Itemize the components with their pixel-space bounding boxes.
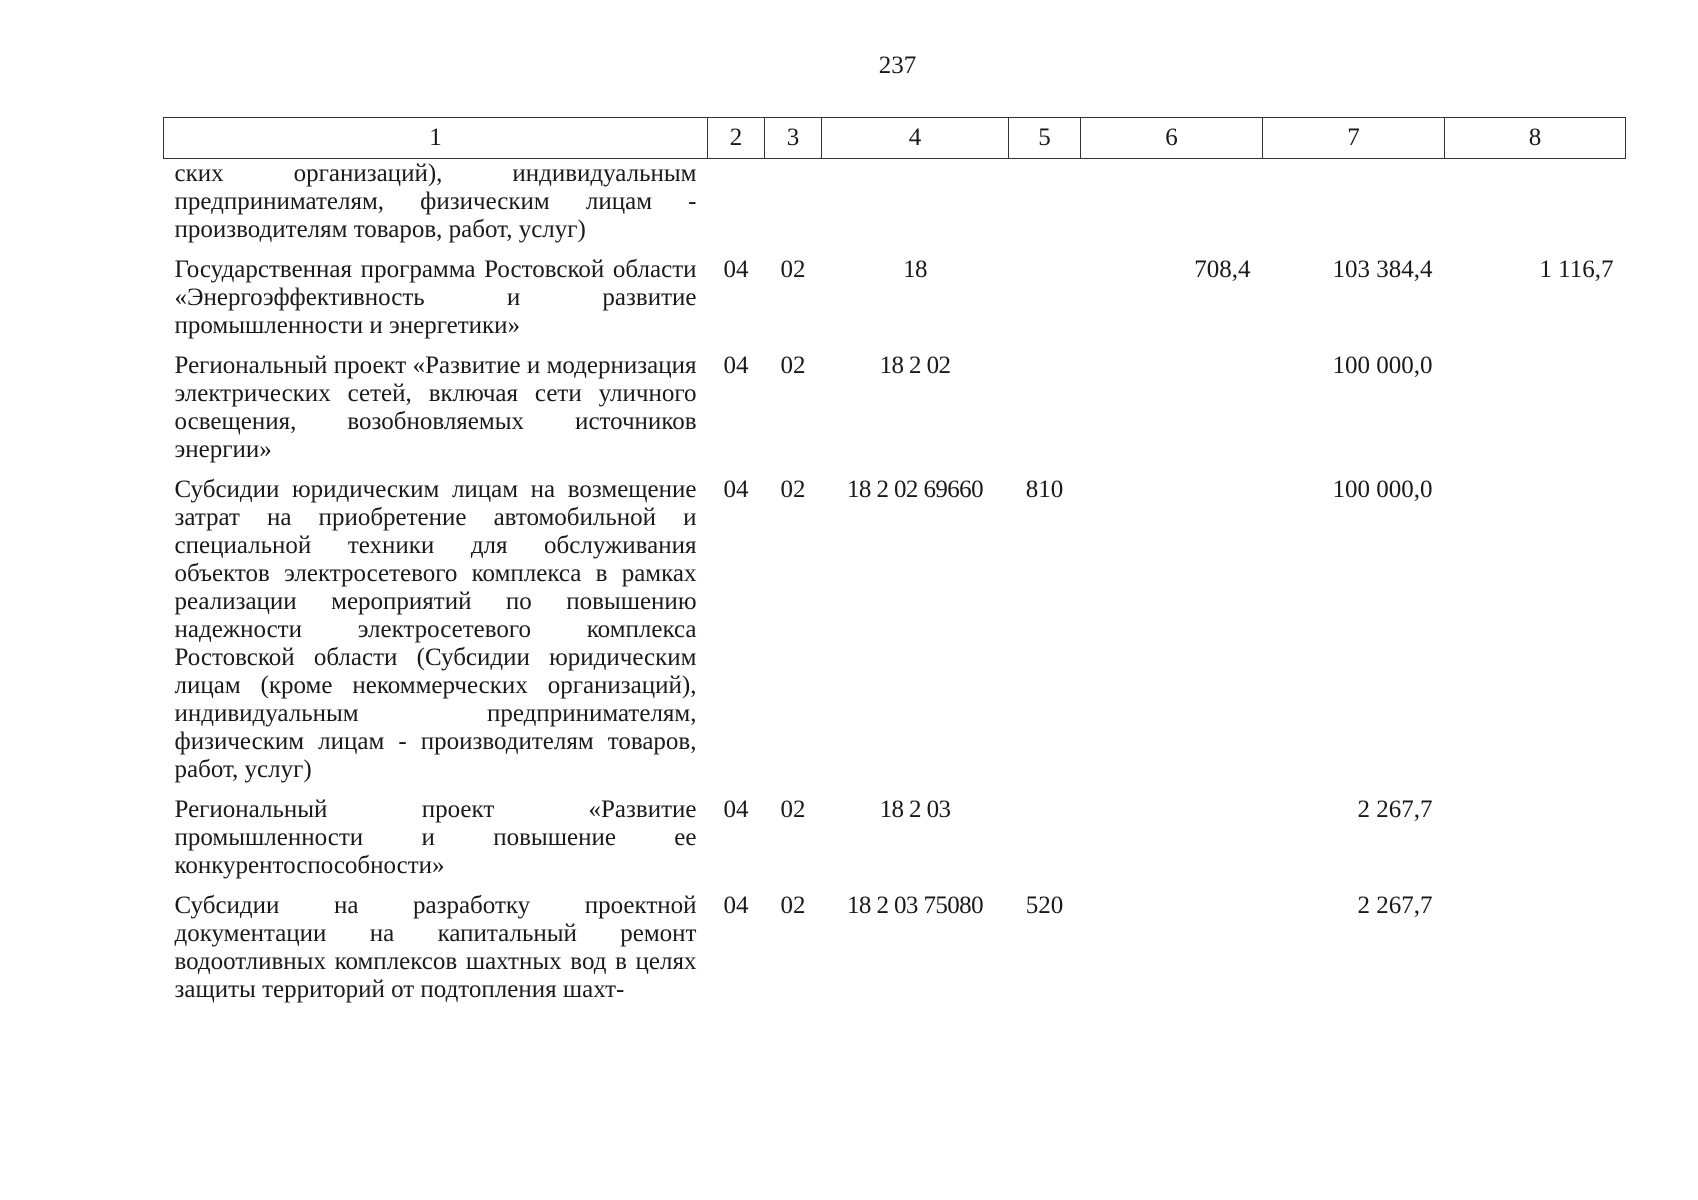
table-row: [164, 892, 1626, 1016]
row-description: Государственная программа Ростовской области «Энергоэффективность и развитие промышленности и энергетики»: [174, 256, 697, 339]
row-target-code: 18 2 03 75080: [847, 892, 983, 919]
table-row: [164, 476, 1626, 796]
row-expense-type: [1009, 159, 1081, 257]
row-expense-type: [1009, 352, 1081, 476]
row-amount-7: 100 000,0: [1332, 352, 1433, 379]
row-amount-7: 103 384,4: [1332, 256, 1433, 283]
row-expense-type: 810: [1025, 476, 1064, 503]
column-number-header: [164, 118, 1626, 159]
row-description: Субсидии на разработку проектной документации на капитальный ремонт водоотливных комплексов шахтных вод в целях защиты территорий от подтопления шахт-: [174, 892, 697, 1003]
row-amount-7: 2 267,7: [1357, 796, 1433, 823]
row-section: 04: [723, 476, 749, 503]
row-target-code: [822, 159, 1009, 257]
row-subsection: 02: [780, 892, 806, 919]
row-description: ских организаций), индивидуальным предпринимателям, физическим лицам - производителям товаров, работ, услуг): [174, 160, 697, 243]
column-header-8: 8: [1445, 118, 1626, 159]
row-section: 04: [723, 892, 749, 919]
table-row: [164, 352, 1626, 476]
row-subsection: 02: [780, 796, 806, 823]
row-expense-type: [1009, 256, 1081, 352]
row-section: 04: [723, 796, 749, 823]
row-subsection: 02: [780, 256, 806, 283]
column-header-7: 7: [1263, 118, 1445, 159]
row-amount-7: 2 267,7: [1357, 892, 1433, 919]
row-target-code: 18 2 02: [879, 352, 951, 379]
row-expense-type: [1009, 796, 1081, 892]
row-subsection: [765, 159, 822, 257]
page-number: 237: [878, 52, 917, 79]
row-amount-6: [1081, 892, 1263, 1016]
row-amount-6: [1081, 159, 1263, 257]
row-section: 04: [723, 256, 749, 283]
row-amount-8: [1445, 892, 1626, 1016]
column-header-4: 4: [822, 118, 1009, 159]
row-expense-type: 520: [1025, 892, 1064, 919]
table-row: [164, 159, 1626, 257]
row-amount-6: [1081, 796, 1263, 892]
row-description: Региональный проект «Развитие промышленности и повышение ее конкурентоспособности»: [174, 796, 697, 879]
row-description: Субсидии юридическим лицам на возмещение затрат на приобретение автомобильной и специальной техники для обслуживания объектов электросетевого комплекса в рамках реализации мероприятий по повышению надежности электросетевого комплекса Ростовской области (Субсидии юридическим лицам (кроме некоммерческих организаций), индивидуальным предпринимателям, физическим лицам - производителям товаров, работ, услуг): [174, 476, 697, 783]
row-subsection: 02: [780, 476, 806, 503]
row-amount-8: 1 116,7: [1539, 256, 1614, 283]
row-amount-6: [1081, 352, 1263, 476]
column-header-2: 2: [708, 118, 765, 159]
row-amount-7: [1263, 159, 1445, 257]
row-target-code: 18: [903, 256, 927, 283]
column-header-5: 5: [1009, 118, 1081, 159]
budget-table: [163, 117, 1626, 1016]
row-description: Региональный проект «Развитие и модернизация электрических сетей, включая сети уличного освещения, возобновляемых источников энергии»: [174, 352, 697, 463]
row-section: [708, 159, 765, 257]
row-subsection: 02: [780, 352, 806, 379]
table-row: [164, 256, 1626, 352]
row-target-code: 18 2 03: [879, 796, 951, 823]
row-amount-6: 708,4: [1194, 256, 1251, 283]
column-header-6: 6: [1081, 118, 1263, 159]
row-amount-6: [1081, 476, 1263, 796]
row-amount-8: [1445, 476, 1626, 796]
table-row: [164, 796, 1626, 892]
column-header-1: 1: [164, 118, 708, 159]
row-amount-8: [1445, 796, 1626, 892]
row-section: 04: [723, 352, 749, 379]
row-amount-8: [1445, 352, 1626, 476]
column-header-3: 3: [765, 118, 822, 159]
row-amount-7: 100 000,0: [1332, 476, 1433, 503]
row-amount-8: [1445, 159, 1626, 257]
row-target-code: 18 2 02 69660: [847, 476, 983, 503]
